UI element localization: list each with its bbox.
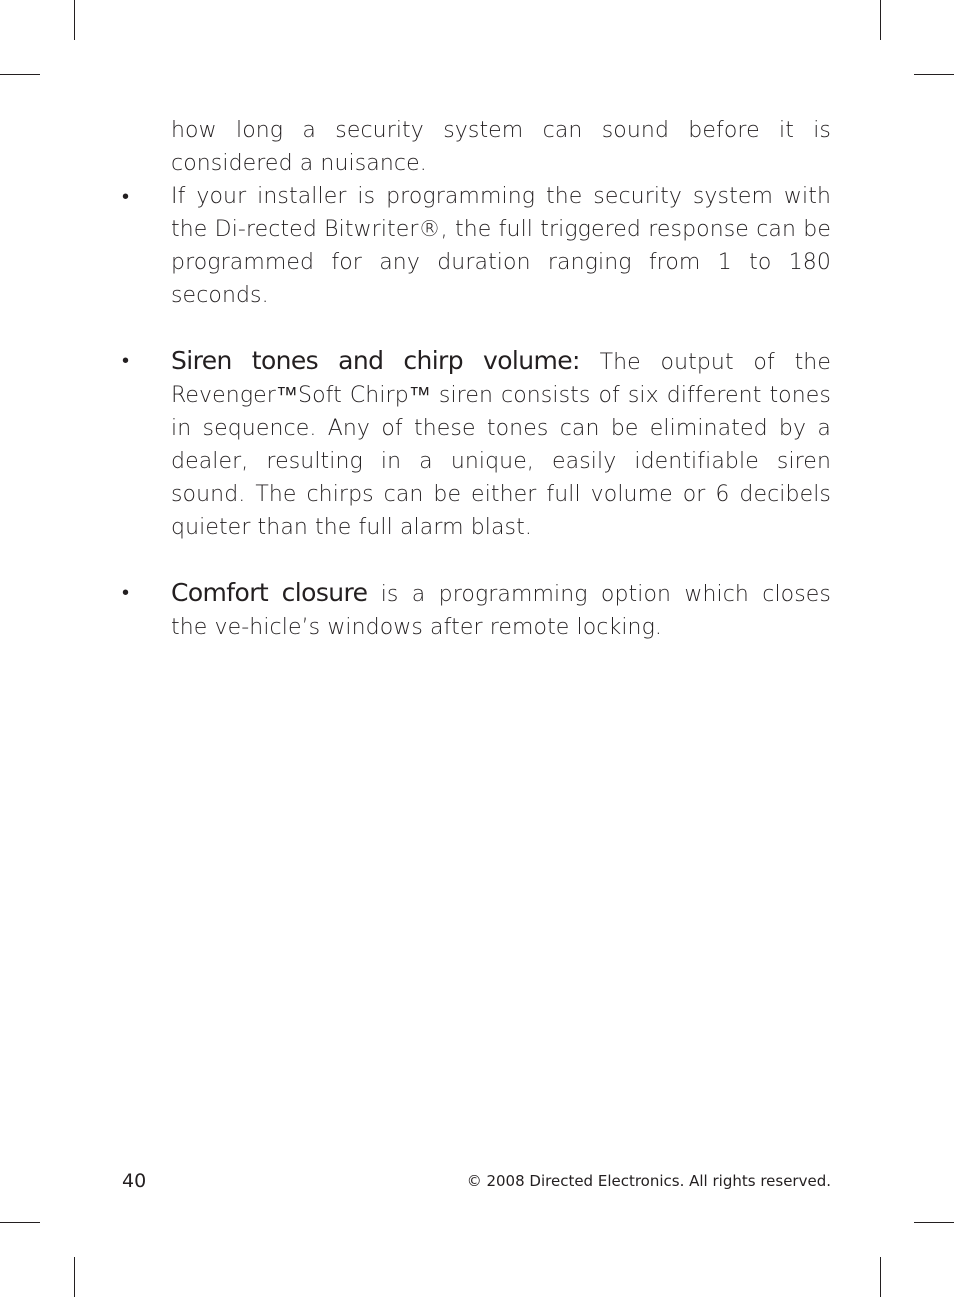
bullet-item-bitwriter	[122, 180, 831, 312]
crop-mark-bottom-left-horizontal	[0, 1222, 40, 1223]
bullet-icon: •	[122, 580, 130, 604]
bullet-text: is a programming option which closes the ve-hicle’s windows after remote locking.	[171, 582, 831, 640]
bullet-icon: •	[122, 348, 130, 372]
bullet-text: The output of the Revenger™Soft Chirp™ siren consists of six different tones in sequence. Any of these tones can be eliminated by a dealer, resulting in a unique, easily identifiable siren sound. The chirps can be either full volume or 6 decibels quieter than the full alarm blast.	[171, 350, 831, 540]
bullet-icon: •	[122, 184, 130, 208]
crop-mark-top-right-vertical	[880, 0, 881, 40]
crop-mark-top-right-horizontal	[914, 74, 954, 75]
bullet-term: Siren tones and chirp volume:	[171, 346, 580, 375]
crop-mark-bottom-right-vertical	[880, 1257, 881, 1297]
page-number: 40	[122, 1170, 147, 1192]
copyright-notice: © 2008 Directed Electronics. All rights reserved.	[466, 1172, 831, 1190]
crop-mark-top-left-horizontal	[0, 74, 40, 75]
bullet-text: If your installer is programming the security system with the Di-rected Bitwriter®, the full triggered response can be programmed for any duration ranging from 1 to 180 seconds.	[171, 184, 831, 308]
bullet-term: Comfort closure	[171, 578, 368, 607]
continuation-paragraph: how long a security system can sound before it is considered a nuisance.	[171, 118, 831, 176]
page-body	[122, 114, 831, 644]
crop-mark-top-left-vertical	[74, 0, 75, 40]
bullet-item-siren-tones	[122, 344, 831, 544]
crop-mark-bottom-left-vertical	[74, 1257, 75, 1297]
bullet-item-comfort-closure	[122, 576, 831, 644]
crop-mark-bottom-right-horizontal	[914, 1222, 954, 1223]
